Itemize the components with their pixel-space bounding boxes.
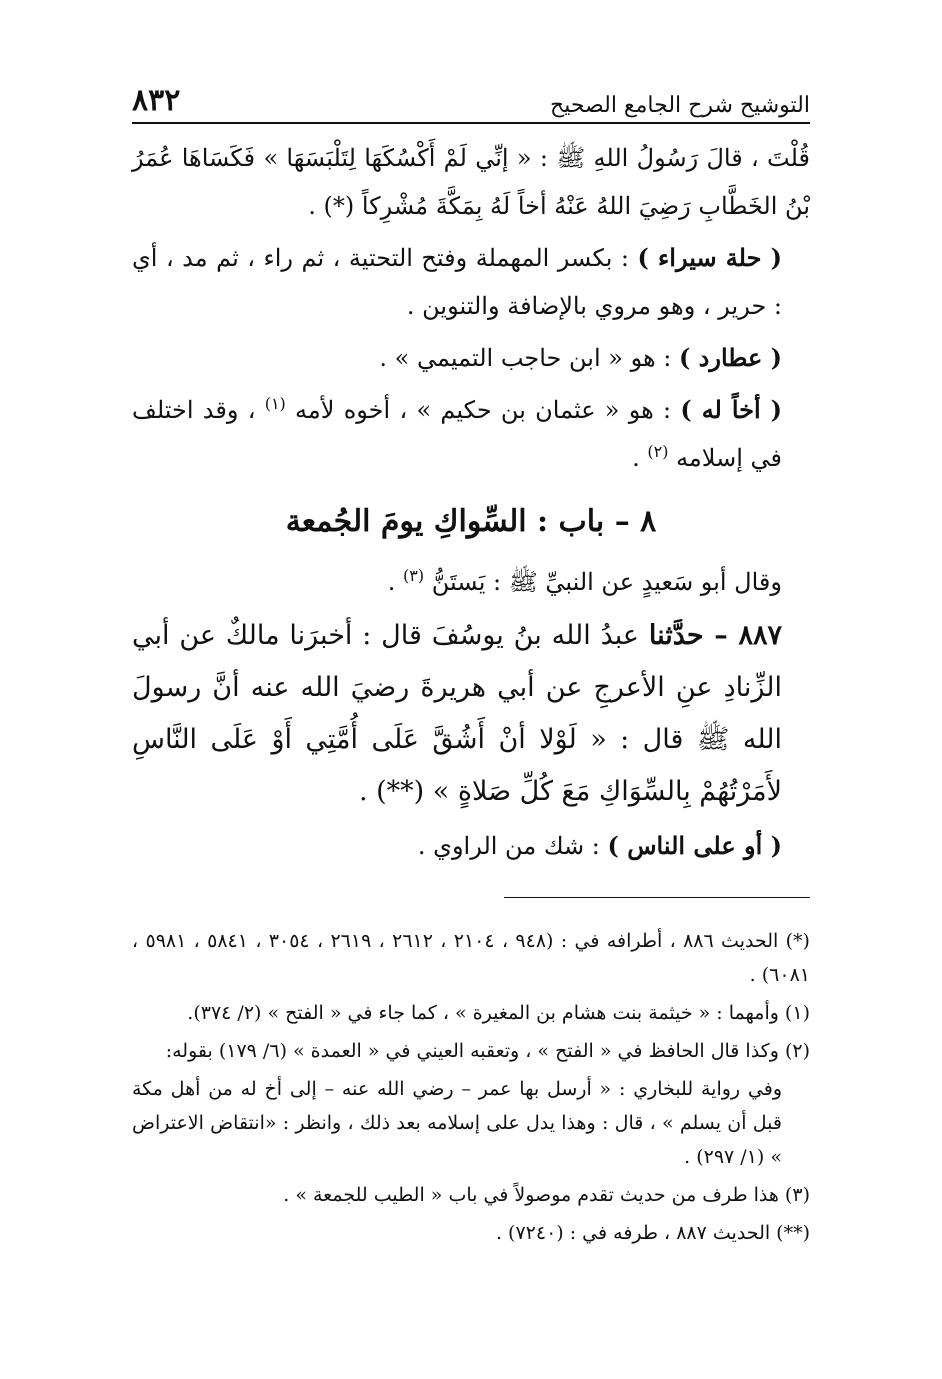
term-akhan-lahu: ( أخاً له ) — [680, 395, 783, 424]
footnote-3: (٣) هذا طرف من حديث تقدم موصولاً في باب « الطيب للجمعة » . — [283, 1184, 810, 1206]
footnote-divider — [504, 897, 810, 898]
footnote-2-continuation: وفي رواية للبخاري : « أرسل بها عمر – رضي الله عنه – إلى أخ له من أهل مكة قبل أن يسلم » ، قال : وهذا يدل على إسلامه بعد ذلك ، وانظر : «انتقاض الاعتراض » (١/ ٢٩٧) . — [132, 1078, 782, 1168]
page-header — [132, 78, 810, 124]
footnote-ref-3: (٣) — [403, 566, 425, 585]
paragraph-4-text-c: . — [632, 444, 648, 472]
footnote-1: (١) وأمهما : « خيثمة بنت هشام بن المغيرة » ، كما جاء في « الفتح » (٢/ ٣٧٤). — [187, 1002, 810, 1024]
paragraph-5 — [132, 558, 810, 606]
hadith-887 — [132, 610, 810, 818]
footnotes — [132, 924, 810, 1254]
chapter-heading: ٨ – باب : السِّواكِ يومَ الجُمعة — [285, 504, 657, 539]
paragraph-4-text-a: : هو « عثمان بن حكيم » ، أخوه لأمه — [285, 396, 681, 424]
footnote-double-star: (**) الحديث ٨٨٧ ، طرفه في : (٧٢٤٠) . — [495, 1222, 810, 1244]
term-utarid: ( عطارد ) — [678, 343, 782, 372]
paragraph-3 — [132, 334, 810, 382]
paragraph-1-text: قُلْتَ ، قالَ رَسُولُ اللهِ ﷺ : « إنِّي لَمْ أَكْسُكَهَا لِتَلْبَسَهَا » فَكَسَاهَا عُمَرُ بْنُ الخَطَّابِ رَضِيَ اللهُ عَنْهُ أخاً لَهُ بِمَكَّةَ مُشْرِكاً (*) . — [132, 144, 810, 220]
hadith-haddathana: حدَّثنا — [648, 620, 704, 651]
paragraph-4-text-b: ، وقد اختلف في إسلامه — [132, 396, 782, 472]
paragraph-2 — [132, 234, 810, 330]
footnote-2: (٢) وكذا قال الحافظ في « الفتح » ، وتعقبه العيني في « العمدة » (٦/ ١٧٩) بقوله: — [165, 1040, 810, 1062]
term-aw-ala-alnas: ( أو على الناس ) — [607, 831, 782, 860]
paragraph-5-end: . — [387, 568, 404, 596]
hadith-text: عبدُ الله بنُ يوسُفَ قال : أخبرَنا مالكٌ عن أبي الزِّنادِ عنِ الأعرجِ عن أبي هريرةَ رضيَ الله عنه أنَّ رسولَ الله ﷺ قال : « لَوْلا أنْ أَشُقَّ عَلَى أُمَّتِي أَوْ عَلَى النَّاسِ لأَمَرْتُهُمْ بِالسِّوَاكِ مَعَ كُلِّ صَلاةٍ » (**) . — [132, 620, 782, 807]
footnote-ref-1: (١) — [264, 394, 286, 413]
footnote-ref-2: (٢) — [647, 442, 669, 461]
page-number: ٨٣٢ — [132, 83, 181, 118]
hadith-number: ٨٨٧ – — [703, 620, 782, 651]
paragraph-2-text: : بكسر المهملة وفتح التحتية ، ثم راء ، ثم مد ، أي : حرير ، وهو مروي بالإضافة والتنوين . — [132, 244, 782, 320]
running-title: التوشيح شرح الجامع الصحيح — [550, 93, 810, 118]
paragraph-4 — [132, 386, 810, 482]
footnote-star: (*) الحديث ٨٨٦ ، أطرافه في : (٩٤٨ ، ٢١٠٤ ، ٢٦١٢ ، ٢٦١٩ ، ٣٠٥٤ ، ٥٨٤١ ، ٥٩٨١ ، ٦٠٨١) . — [132, 930, 810, 986]
paragraph-6-text: : شك من الراوي . — [417, 832, 608, 860]
paragraph-1 — [132, 134, 810, 230]
paragraph-6 — [132, 822, 810, 870]
term-hulla-siyara: ( حلة سيراء ) — [637, 243, 782, 272]
paragraph-3-text: : هو « ابن حاجب التميمي » . — [379, 344, 679, 372]
main-text — [132, 134, 810, 874]
paragraph-5-text: وقال أبو سَعيدٍ عن النبيِّ ﷺ : يَستَنُّ — [424, 568, 782, 596]
